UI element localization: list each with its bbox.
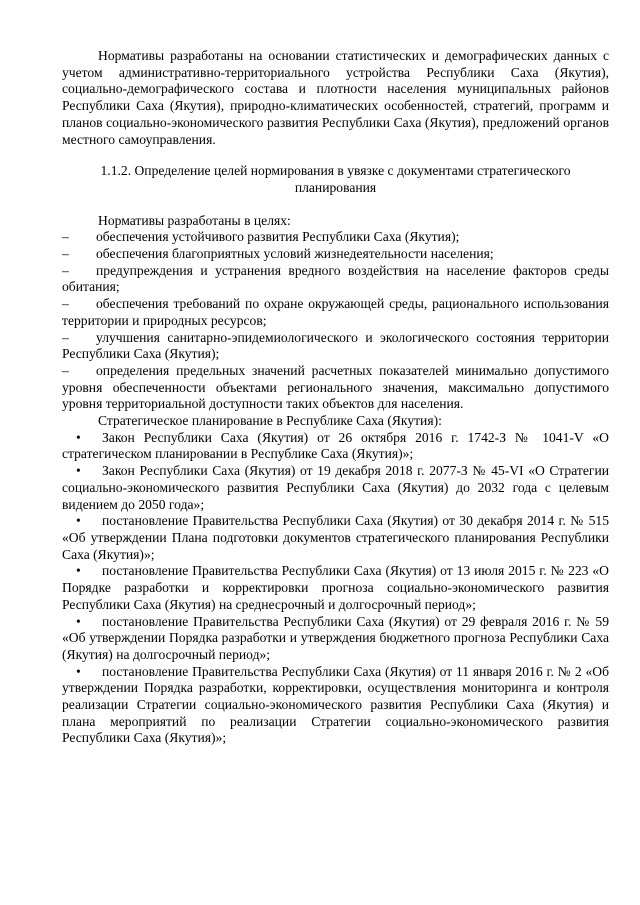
goal-text: обеспечения благоприятных условий жизнедеятельности населения;	[96, 246, 494, 262]
document-item	[62, 430, 609, 463]
dash-marker: –	[62, 329, 69, 345]
goal-item	[62, 296, 609, 329]
document-item	[62, 614, 609, 664]
document-text: постановление Правительства Республики Саха (Якутия) от 13 июля 2015 г. № 223 «О Порядке разработки и корректировки прогноза социально-экономического развития Республики Саха (Якутия) на среднесрочный и долгосрочный период»;	[62, 563, 609, 612]
dash-marker: –	[62, 246, 69, 262]
strategic-intro: Стратегическое планирование в Республике Саха (Якутия):	[98, 413, 442, 429]
goal-item	[62, 263, 609, 296]
bullet-marker: •	[76, 463, 81, 479]
dash-marker: –	[62, 229, 69, 245]
goals-list	[62, 229, 609, 413]
bullet-marker: •	[76, 513, 81, 529]
document-text: Закон Республики Саха (Якутия) от 19 декабря 2018 г. 2077-З № 45-VI «О Стратегии социально-экономического развития Республики Саха (Якутия) до 2032 года с целевым видением до 2050 года»;	[62, 463, 609, 512]
document-item	[62, 563, 609, 613]
document-body	[62, 48, 609, 747]
document-text: постановление Правительства Республики Саха (Якутия) от 29 февраля 2016 г. № 59 «Об утверждении Порядка разработки и утверждения бюджетного прогноза Республики Саха (Якутия) на долгосрочный период»;	[62, 613, 609, 662]
goal-item	[62, 229, 609, 246]
document-text: Закон Республики Саха (Якутия) от 26 октября 2016 г. 1742-З № 1041-V «О стратегическом планировании в Республике Саха (Якутия)»;	[62, 429, 609, 462]
goal-text: улучшения санитарно-эпидемиологического и экологического состояния территории Республики Саха (Якутия);	[62, 329, 609, 362]
goal-text: обеспечения устойчивого развития Республики Саха (Якутия);	[96, 229, 460, 245]
bullet-marker: •	[76, 429, 81, 445]
goal-text: определения предельных значений расчетных показателей минимально допустимого уровня обеспеченности объектами регионального значения, максимально допустимого уровня территориальной доступности таких объектов для населения.	[62, 362, 609, 412]
goal-item	[62, 246, 609, 263]
bullet-marker: •	[76, 663, 81, 679]
goal-text: обеспечения требований по охране окружающей среды, рационального использования территории и природных ресурсов;	[62, 296, 609, 328]
section-heading: 1.1.2. Определение целей нормирования в увязке с документами стратегического планирования	[100, 163, 571, 195]
goal-item	[62, 330, 609, 363]
dash-marker: –	[62, 262, 69, 278]
goals-intro: Нормативы разработаны в целях:	[98, 212, 291, 228]
dash-marker: –	[62, 362, 69, 378]
document-item	[62, 664, 609, 748]
goal-item	[62, 363, 609, 413]
documents-list	[62, 430, 609, 747]
document-item	[62, 513, 609, 563]
bullet-marker: •	[76, 563, 81, 579]
intro-paragraph: Нормативы разработаны на основании статистических и демографических данных с учетом административно-территориального устройства Республики Саха (Якутия), социально-демографического состава и плотности населения муниципальных районов Республики Саха (Якутия), природно-климатических особенностей, стратегий, программ и планов социально-экономического развития Республики Саха (Якутия), предложений органов местного самоуправления.	[62, 48, 609, 147]
document-text: постановление Правительства Республики Саха (Якутия) от 11 января 2016 г. № 2 «Об утверждении Порядка разработки, корректировки, осуществления мониторинга и контроля реализации Стратегии социально-экономического развития Республики Саха (Якутия) и плана мероприятий по реализации Стратегии социально-экономического развития Республики Саха (Якутия)»;	[62, 663, 609, 746]
document-text: постановление Правительства Республики Саха (Якутия) от 30 декабря 2014 г. № 515 «Об утверждении Плана подготовки документов стратегического планирования Республики Саха (Якутия)»;	[62, 513, 609, 562]
dash-marker: –	[62, 296, 69, 312]
document-item	[62, 463, 609, 513]
bullet-marker: •	[76, 613, 81, 629]
goal-text: предупреждения и устранения вредного воздействия на население факторов среды обитания;	[62, 262, 609, 295]
